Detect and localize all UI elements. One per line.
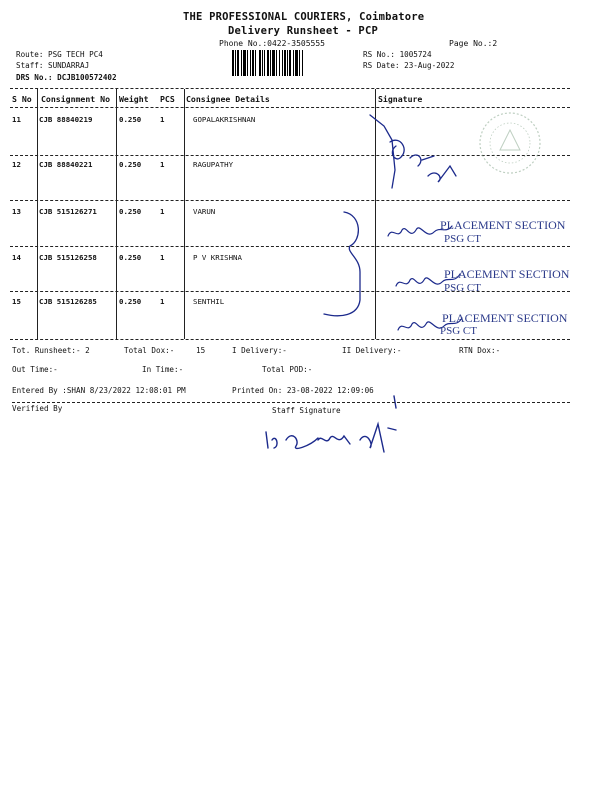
row-weight: 0.250: [119, 207, 142, 216]
drs-number: DRS No.: DCJB100572402: [16, 73, 117, 82]
table-header-rule: [10, 107, 570, 108]
placement-stamp-line2: PSG CT: [444, 282, 481, 294]
row-consignment: CJB 515126258: [39, 253, 97, 262]
row-consignment: CJB 515126285: [39, 297, 97, 306]
row-consignee: SENTHIL: [193, 297, 225, 306]
table-bottom-rule: [10, 339, 570, 340]
route-label: Route: PSG TECH PC4: [16, 50, 103, 59]
rtn-dox: RTN Dox:-: [459, 346, 501, 355]
entered-by: Entered By :SHAN 8/23/2022 12:08:01 PM: [12, 386, 186, 395]
ii-delivery: II Delivery:-: [342, 346, 402, 355]
row-sno: 13: [12, 207, 21, 216]
row-rule: [10, 246, 570, 247]
in-time: In Time:-: [142, 365, 184, 374]
verified-by: Verified By: [12, 404, 63, 413]
row-pcs: 1: [160, 160, 165, 169]
row-consignment: CJB 88840221: [39, 160, 93, 169]
row-sno: 15: [12, 297, 21, 306]
signature-row-11: [370, 115, 456, 188]
row-consignment: CJB 515126271: [39, 207, 97, 216]
col-divider: [37, 89, 38, 339]
company-name: THE PROFESSIONAL COURIERS, Coimbatore: [183, 11, 425, 23]
col-divider: [375, 89, 376, 339]
placement-stamp-line1: PLACEMENT SECTION: [444, 267, 570, 281]
row-rule: [10, 155, 570, 156]
staff-signature-label: Staff Signature: [272, 406, 341, 415]
col-consignment: Consignment No: [41, 94, 111, 104]
page-number: Page No.:2: [449, 39, 498, 48]
total-dox-label: Total Dox:-: [124, 346, 175, 355]
out-time: Out Time:-: [12, 365, 58, 374]
printed-on: Printed On: 23-08-2022 12:09:06: [232, 386, 374, 395]
row-sno: 11: [12, 115, 21, 124]
placement-stamp-line2: PSG CT: [444, 233, 481, 245]
i-delivery: I Delivery:-: [232, 346, 287, 355]
staff-signature: [266, 396, 396, 452]
signature-hook: [324, 212, 360, 316]
row-rule: [10, 291, 570, 292]
rs-number: RS No.: 1005724: [363, 50, 432, 59]
document-title: Delivery Runsheet - PCP: [228, 25, 378, 37]
col-signature: Signature: [378, 94, 423, 104]
row-pcs: 1: [160, 207, 165, 216]
rs-date: RS Date: 23-Aug-2022: [363, 61, 455, 70]
table-top-rule: [10, 88, 570, 89]
placement-stamp-line2: PSG CT: [440, 325, 477, 337]
total-pod: Total POD:-: [262, 365, 313, 374]
row-rule: [10, 200, 570, 201]
col-divider: [116, 89, 117, 339]
row-pcs: 1: [160, 115, 165, 124]
col-divider: [184, 89, 185, 339]
seal-stamp: [480, 113, 540, 173]
col-weight: Weight: [119, 94, 149, 104]
row-weight: 0.250: [119, 115, 142, 124]
col-consignee: Consignee Details: [186, 94, 270, 104]
col-pcs: PCS: [160, 94, 175, 104]
row-sno: 12: [12, 160, 21, 169]
row-consignee: RAGUPATHY: [193, 160, 234, 169]
row-consignee: VARUN: [193, 207, 216, 216]
tot-runsheet: Tot. Runsheet:- 2: [12, 346, 90, 355]
row-consignment: CJB 88840219: [39, 115, 93, 124]
row-pcs: 1: [160, 297, 165, 306]
row-consignee: GOPALAKRISHNAN: [193, 115, 256, 124]
staff-label: Staff: SUNDARRAJ: [16, 61, 90, 70]
footer-rule: [12, 402, 570, 403]
row-sno: 14: [12, 253, 21, 262]
total-dox-value: 15: [196, 346, 206, 355]
col-sno: S No: [12, 94, 32, 104]
placement-stamp-line1: PLACEMENT SECTION: [440, 218, 566, 232]
row-weight: 0.250: [119, 160, 142, 169]
placement-stamp-line1: PLACEMENT SECTION: [442, 311, 568, 325]
row-weight: 0.250: [119, 297, 142, 306]
barcode: [232, 50, 358, 76]
phone-number: Phone No.:0422-3505555: [219, 39, 325, 48]
row-pcs: 1: [160, 253, 165, 262]
row-weight: 0.250: [119, 253, 142, 262]
row-consignee: P V KRISHNA: [193, 253, 242, 262]
